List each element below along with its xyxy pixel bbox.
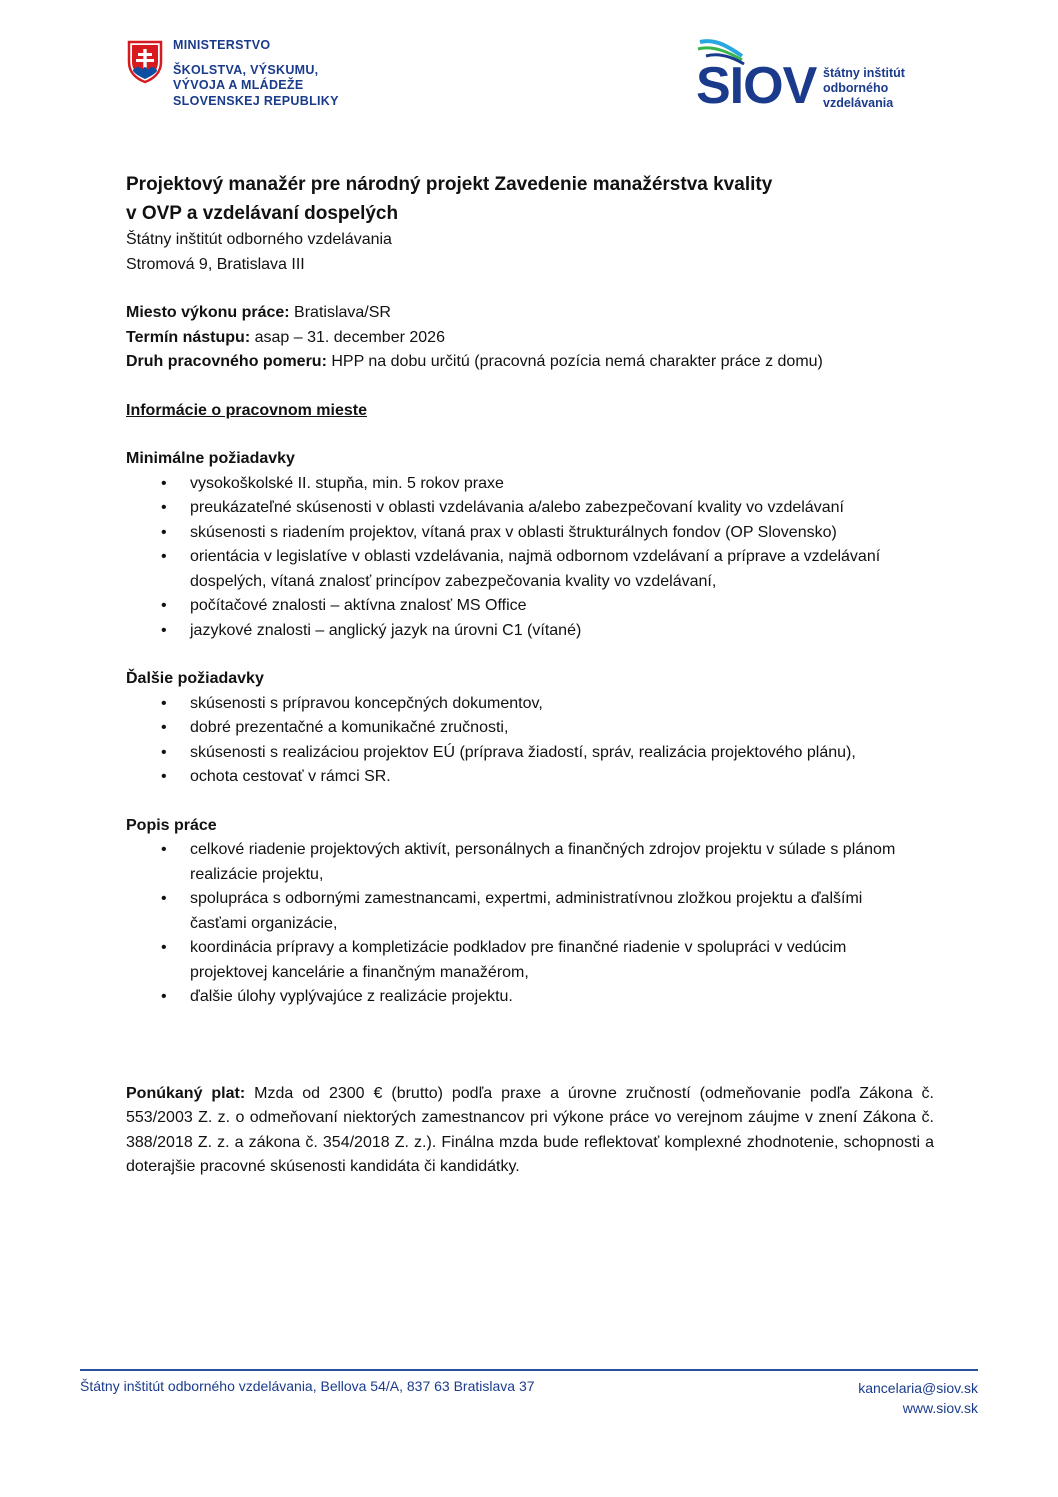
list-item: • preukázateľné skúsenosti v oblasti vzdelávania a/alebo zabezpečovaní kvality vo vzdelávaní	[161, 499, 844, 516]
job-description-list	[126, 838, 906, 1010]
siov-tagline-1: štátny inštitút	[823, 66, 905, 80]
job-title-line-1: Projektový manažér pre národný projekt Zavedenie manažérstva kvality	[126, 174, 773, 195]
footer-email-link[interactable]: kancelaria@siov.sk	[858, 1380, 978, 1396]
list-item: • počítačové znalosti – aktívna znalosť MS Office	[161, 597, 527, 614]
list-item: • skúsenosti s riadením projektov, vítaná prax v oblasti štrukturálnych fondov (OP Slovensko)	[161, 523, 837, 541]
list-item: • orientácia v legislatíve v oblasti vzdelávania, najmä odbornom vzdelávaní a príprave a vzdelávaní dospelých, vítaná znalosť princípov zabezpečovania kvality vo vzdelávaní,	[161, 548, 881, 590]
salary-paragraph	[126, 1082, 934, 1180]
job-title-line-2: v OVP a vzdelávaní dospelých	[126, 203, 399, 224]
siov-tagline-2: odborného	[823, 81, 889, 95]
meta-location	[126, 301, 934, 326]
footer-contacts	[858, 1378, 978, 1418]
meta-start-date-value: asap – 31. december 2026	[250, 328, 445, 346]
list-item: • skúsenosti s realizáciou projektov EÚ (príprava žiadostí, správ, realizácia projektového plánu),	[161, 743, 856, 761]
list-item: • ďalšie úlohy vyplývajúce z realizácie projektu.	[161, 988, 513, 1005]
meta-start-date-label: Termín nástupu:	[126, 328, 251, 346]
ministry-line-4: SLOVENSKEJ REPUBLIKY	[173, 93, 339, 108]
siov-logo	[696, 38, 956, 118]
list-item: • ochota cestovať v rámci SR.	[161, 768, 391, 785]
meta-location-label: Miesto výkonu práce:	[126, 304, 290, 321]
ministry-line-2: ŠKOLSTVA, VÝSKUMU,	[173, 62, 319, 77]
list-item: • vysokoškolské II. stupňa, min. 5 rokov praxe	[161, 474, 504, 492]
list-item: • spolupráca s odbornými zamestnancami, expertmi, administratívnou zložkou projektu a ďalšími časťami organizácie,	[161, 890, 863, 932]
list-item: • dobré prezentačné a komunikačné zručnosti,	[161, 719, 509, 736]
ministry-logo	[127, 38, 387, 118]
siov-tagline	[823, 66, 905, 111]
footer-address: Štátny inštitút odborného vzdelávania, Bellova 54/A, 837 63 Bratislava 37	[80, 1378, 535, 1394]
salary-text: Mzda od 2300 € (brutto) podľa praxe a úrovne zručností (odmeňovanie podľa Zákona č. 553/2003 Z. z. o odmeňovaní niektorých zamestnancov pri výkone práce vo verejnom záujme v znení Zákona č. 388/2018 Z. z. a zákona č. 354/2018 Z. z.). Finálna mzda bude reflektovať komplexné zhodnotenie, schopnosti a doterajšie pracovné skúsenosti kandidáta či kandidátky.	[126, 1084, 934, 1175]
meta-employment-type-value: HPP na dobu určitú (pracovná pozícia nemá charakter práce z domu)	[326, 353, 823, 370]
meta-start-date	[126, 326, 934, 351]
ministry-line-3: VÝVOJA A MLÁDEŽE	[173, 78, 304, 92]
siov-wordmark: SIOV	[696, 57, 817, 115]
slovak-coat-of-arms-icon	[127, 40, 163, 84]
minimum-requirements-list	[126, 472, 896, 644]
meta-location-value: Bratislava/SR	[289, 304, 391, 321]
section-heading-additional: Ďalšie požiadavky	[126, 670, 264, 687]
footer-divider	[80, 1369, 978, 1371]
section-heading-minimum: Minimálne požiadavky	[126, 450, 295, 467]
job-posting	[126, 170, 934, 1180]
ministry-line-1: MINISTERSTVO	[173, 38, 271, 52]
section-heading-job-description: Popis práce	[126, 816, 217, 834]
list-item: • koordinácia prípravy a kompletizácie podkladov pre finančné riadenie v spolupráci v vedúcim projektovej kancelárie a finančným manažérom,	[161, 939, 847, 981]
meta-employment-type	[126, 350, 886, 375]
list-item: • skúsenosti s prípravou koncepčných dokumentov,	[161, 694, 543, 712]
siov-tagline-3: vzdelávania	[823, 96, 894, 110]
organization-name: Štátny inštitút odborného vzdelávania	[126, 231, 392, 248]
salary-label: Ponúkaný plat:	[126, 1084, 246, 1102]
organization-address: Stromová 9, Bratislava III	[126, 255, 305, 273]
meta-employment-type-label: Druh pracovného pomeru:	[126, 353, 327, 370]
ministry-name	[173, 38, 339, 109]
info-heading: Informácie o pracovnom mieste	[126, 401, 367, 419]
footer-web-link[interactable]: www.siov.sk	[902, 1400, 978, 1416]
additional-requirements-list	[126, 692, 906, 790]
list-item: • jazykové znalosti – anglický jazyk na úrovni C1 (vítané)	[161, 621, 582, 639]
list-item: • celkové riadenie projektových aktivít, personálnych a finančných zdrojov projektu v súlade s plánom realizácie projektu,	[161, 841, 896, 883]
